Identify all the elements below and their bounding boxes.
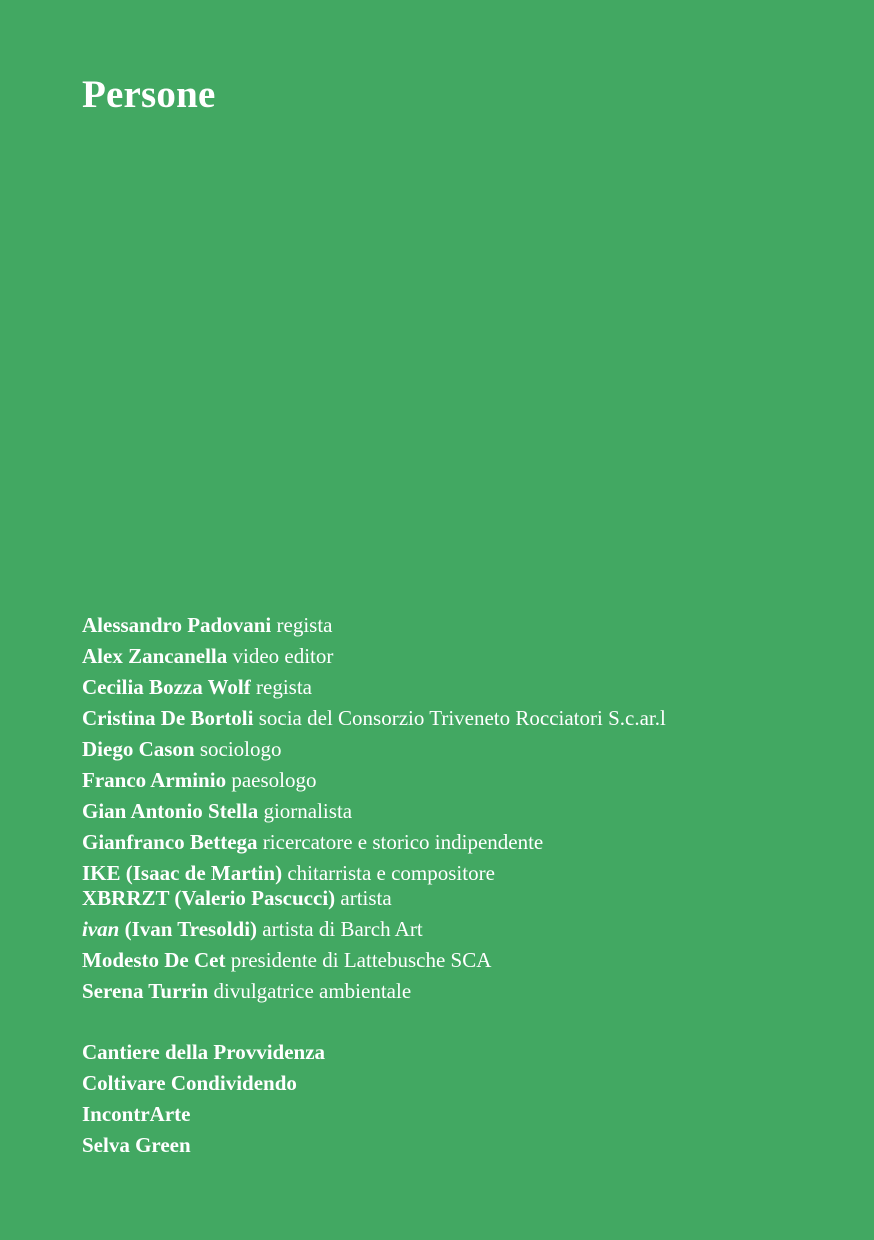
people-list bbox=[82, 611, 666, 1008]
person-name: Diego Cason bbox=[82, 737, 195, 761]
organization-list bbox=[82, 1038, 325, 1162]
person-entry bbox=[82, 642, 666, 673]
person-name: Cecilia Bozza Wolf bbox=[82, 675, 251, 699]
person-name: Alessandro Padovani bbox=[82, 613, 272, 637]
person-entry bbox=[82, 859, 666, 884]
person-entry bbox=[82, 977, 666, 1008]
organization-entry: Selva Green bbox=[82, 1133, 191, 1157]
person-entry bbox=[82, 915, 666, 946]
person-entry bbox=[82, 735, 666, 766]
page-title: Persone bbox=[82, 73, 216, 116]
person-name: Alex Zancanella bbox=[82, 644, 228, 668]
person-role: regista bbox=[276, 613, 333, 637]
person-entry bbox=[82, 946, 666, 977]
organization-entry: Coltivare Condividendo bbox=[82, 1071, 297, 1095]
person-entry bbox=[82, 611, 666, 642]
person-role: video editor bbox=[232, 644, 334, 668]
person-entry bbox=[82, 704, 666, 735]
person-entry bbox=[82, 797, 666, 828]
person-entry bbox=[82, 884, 666, 915]
person-role: socia del Consorzio Triveneto Rocciatori S.c.ar.l bbox=[258, 706, 666, 730]
organization-entry: IncontrArte bbox=[82, 1102, 191, 1126]
person-alias: ivan bbox=[82, 917, 120, 941]
person-role: regista bbox=[256, 675, 312, 699]
person-name: IKE (Isaac de Martin) bbox=[82, 861, 283, 885]
person-role: paesologo bbox=[231, 768, 317, 792]
person-name: (Ivan Tresoldi) bbox=[124, 917, 258, 941]
person-name: Cristina De Bortoli bbox=[82, 706, 254, 730]
person-role: artista bbox=[340, 886, 392, 910]
person-role: presidente di Lattebusche SCA bbox=[230, 948, 492, 972]
person-name: Franco Arminio bbox=[82, 768, 227, 792]
person-role: sociologo bbox=[199, 737, 282, 761]
person-entry bbox=[82, 766, 666, 797]
organization-entry: Cantiere della Provvidenza bbox=[82, 1040, 326, 1064]
person-name: Gianfranco Bettega bbox=[82, 830, 258, 854]
person-name: Serena Turrin bbox=[82, 979, 209, 1003]
person-role: ricercatore e storico indipendente bbox=[262, 830, 544, 854]
person-entry bbox=[82, 673, 666, 704]
person-entry bbox=[82, 828, 666, 859]
person-role: giornalista bbox=[263, 799, 353, 823]
person-name: Gian Antonio Stella bbox=[82, 799, 259, 823]
person-name: Modesto De Cet bbox=[82, 948, 226, 972]
person-role: chitarrista e compositore bbox=[287, 861, 495, 885]
person-role: artista di Barch Art bbox=[262, 917, 423, 941]
person-role: divulgatrice ambientale bbox=[213, 979, 412, 1003]
person-name: XBRRZT (Valerio Pascucci) bbox=[82, 886, 336, 910]
